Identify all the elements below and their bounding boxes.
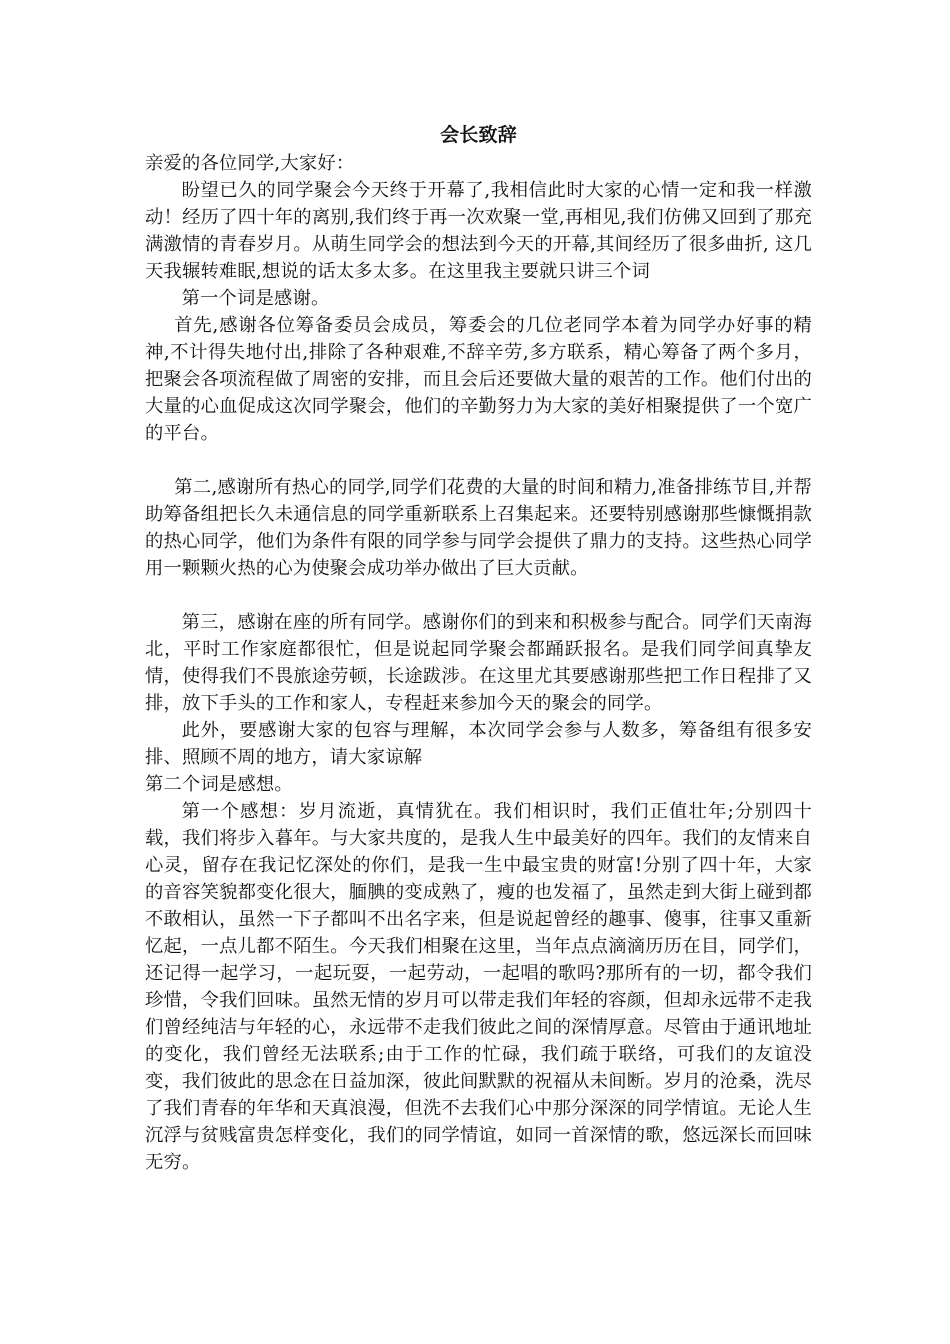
paragraph-thanks-committee: 首先,感谢各位筹备委员会成员，筹委会的几位老同学本着为同学办好事的精神,不计得失地付出,排除了各种艰难,不辞辛劳,多方联系，精心筹备了两个多月，把聚会各项流程做了周密的安排，而且会后还要做大量的艰苦的工作。他们付出的大量的心血促成这次同学聚会，他们的辛勤努力为大家的美好相聚提供了一个宽广的平台。 (145, 315, 812, 444)
heading-first-word: 第一个词是感谢。 (181, 288, 330, 309)
paragraph-opening: 盼望已久的同学聚会今天终于开幕了,我相信此时大家的心情一定和我一样激动！经历了四十年的离别,我们终于再一次欢聚一堂,再相见,我们仿佛又回到了那充满激情的青春岁月。从萌生同学会的想法到今天的开幕,其间经历了很多曲折, 这几天我辗转难眠,想说的话太多太多。在这里我主要就只讲三个词 (145, 180, 812, 282)
paragraph-spacer (145, 447, 812, 474)
heading-second-word: 第二个词是感想。 (145, 774, 293, 795)
paragraph-first-feeling: 第一个感想：岁月流逝，真情犹在。我们相识时，我们正值壮年;分别四十载，我们将步入暮年。与大家共度的，是我人生中最美好的四年。我们的友情来自心灵，留存在我记忆深处的你们，是我一生中最宝贵的财富!分别了四十年，大家的音容笑貌都变化很大，腼腆的变成熟了，瘦的也发福了，虽然走到大街上碰到都不敢相认，虽然一下子都叫不出名字来，但是说起曾经的趣事、傻事，往事又重新忆起，一点儿都不陌生。今天我们相聚在这里，当年点点滴滴历历在目，同学们，还记得一起学习，一起玩耍，一起劳动，一起唱的歌吗?那所有的一切，都令我们珍惜，令我们回味。虽然无情的岁月可以带走我们年轻的容颜，但却永远带不走我们曾经纯洁与年轻的心，永远带不走我们彼此之间的深情厚意。尽管由于通讯地址的变化，我们曾经无法联系;由于工作的忙碌，我们疏于联络，可我们的友谊没变，我们彼此的思念在日益加深，彼此间默默的祝福从未间断。岁月的沧桑，洗尽了我们青春的年华和天真浪漫，但洗不去我们心中那分深深的同学情谊。无论人生沉浮与贫贱富贵怎样变化，我们的同学情谊，如同一首深情的歌，悠远深长而回味无穷。 (145, 801, 812, 1173)
greeting: 亲爱的各位同学,大家好： (145, 153, 355, 174)
paragraph-thanks-classmates: 第二,感谢所有热心的同学,同学们花费的大量的时间和精力,准备排练节目,并帮助筹备组把长久未通信息的同学重新联系上召集起来。还要特别感谢那些慷慨捐款的热心同学，他们为条件有限的同学参与同学会提供了鼎力的支持。这些热心同学用一颗颗火热的心为使聚会成功举办做出了巨大贡献。 (145, 477, 812, 579)
paragraph-apology: 此外，要感谢大家的包容与理解，本次同学会参与人数多，筹备组有很多安排、照顾不周的地方，请大家谅解 (145, 720, 812, 768)
document-title: 会长致辞 (440, 124, 517, 146)
document-page (145, 120, 812, 1176)
paragraph-spacer (145, 582, 812, 609)
paragraph-thanks-attendees: 第三，感谢在座的所有同学。感谢你们的到来和积极参与配合。同学们天南海北，平时工作家庭都很忙，但是说起同学聚会都踊跃报名。是我们同学间真挚友情，使得我们不畏旅途劳顿，长途跋涉。在这里尤其要感谢那些把工作日程排了又排，放下手头的工作和家人，专程赶来参加今天的聚会的同学。 (145, 612, 812, 714)
